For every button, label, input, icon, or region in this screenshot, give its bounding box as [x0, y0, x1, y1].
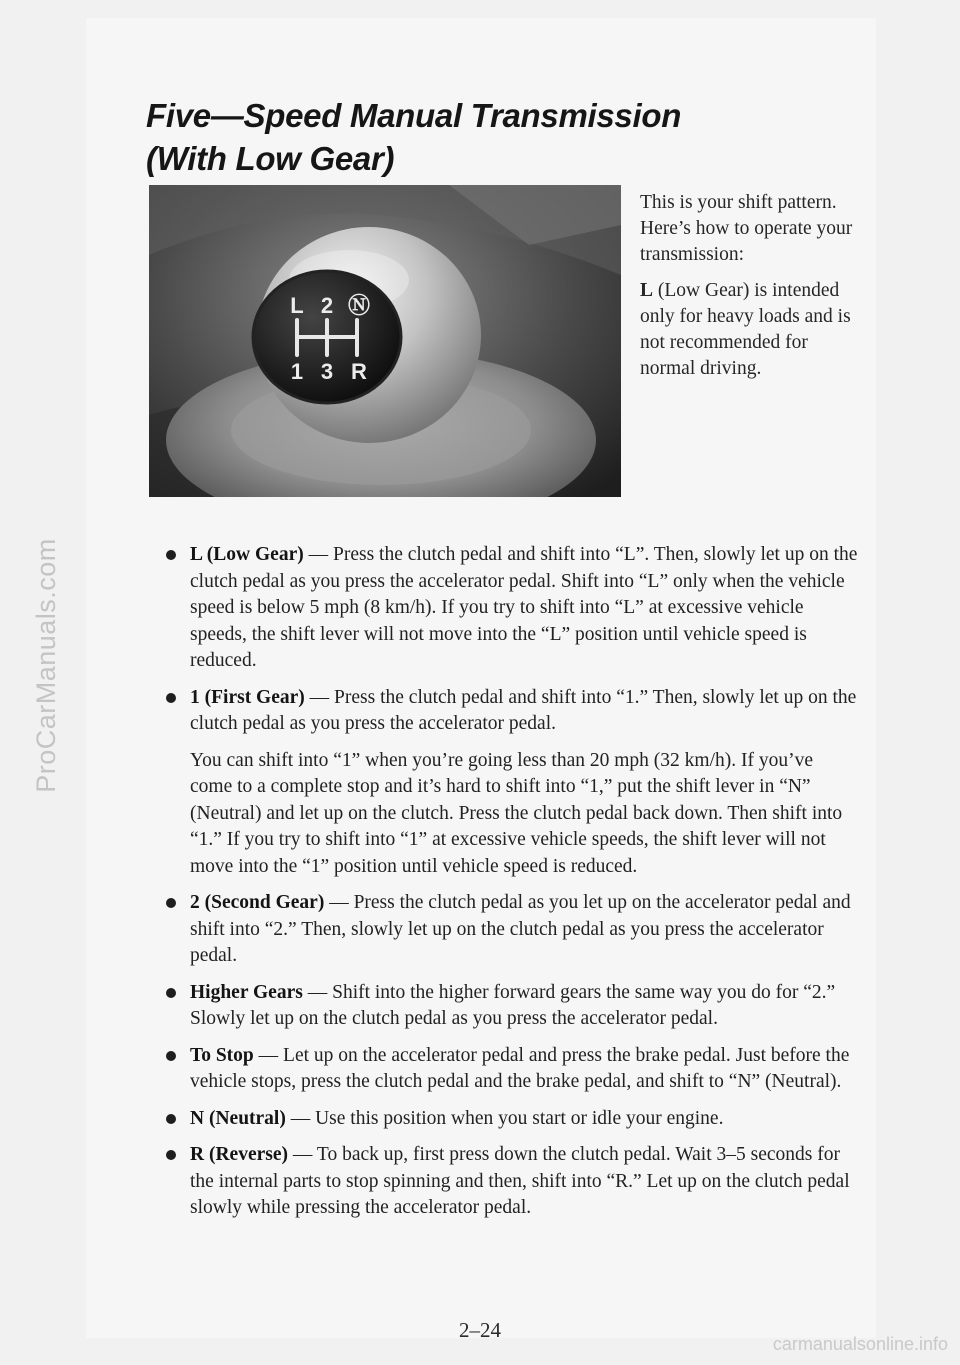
- shift-label-second: 2: [320, 293, 334, 318]
- item-text: — Press the clutch pedal and shift into “L”. Then, slowly let up on the clutch pedal as you press the accelerator pedal. Shift into “L” only when the vehicle speed is below 5 mph (8 km/h). If you try to shift into “L” at excessive vehicle speeds, the shift lever will not move into the “L” position until vehicle speed is reduced.: [190, 544, 858, 671]
- item-text: — To back up, first press down the clutch pedal. Wait 3–5 seconds for the internal parts to stop spinning and then, shift into “R.” Let up on the clutch pedal slowly while pressing the accelerator pedal.: [190, 1144, 850, 1218]
- bullet-icon: [166, 988, 176, 998]
- item-term: Higher Gears: [190, 981, 303, 1003]
- item-text: — Let up on the accelerator pedal and press the brake pedal. Just before the vehicle stops, press the clutch pedal and the brake pedal, and shift to “N” (Neutral).: [190, 1044, 850, 1092]
- item-term: To Stop: [190, 1044, 254, 1066]
- list-item-first-gear: [168, 685, 858, 881]
- item-text: — Use this position when you start or idle your engine.: [285, 1107, 724, 1129]
- side-low-gear: [640, 278, 858, 382]
- bullet-icon: [166, 1051, 176, 1061]
- shift-label-first: 1: [290, 359, 304, 384]
- bullet-icon: [166, 693, 176, 703]
- item-text: — Press the clutch pedal and shift into “1.” Then, slowly let up on the clutch pedal as you press the accelerator pedal.: [190, 686, 857, 734]
- item-term: N (Neutral): [190, 1107, 286, 1129]
- page-title: Five—Speed Manual Transmission (With Low Gear): [146, 97, 682, 177]
- list-item-second-gear: [168, 890, 858, 970]
- list-item-low-gear: [168, 542, 858, 675]
- list-item-higher-gears: [168, 980, 858, 1033]
- item-text: — Shift into the higher forward gears the same way you do for “2.” Slowly let up on the clutch pedal as you press the accelerator pedal.: [190, 981, 836, 1029]
- shift-label-low: L: [290, 293, 304, 318]
- bullet-icon: [166, 1114, 176, 1124]
- list-item-to-stop: [168, 1043, 858, 1096]
- item-term: 1 (First Gear): [190, 686, 305, 708]
- list-item-neutral: [168, 1106, 858, 1133]
- side-intro: This is your shift pattern. Here’s how to operate your transmission:: [640, 192, 853, 265]
- item-term: 2 (Second Gear): [190, 892, 325, 913]
- list-item-reverse: [168, 1142, 858, 1222]
- item-term: L (Low Gear): [190, 544, 304, 565]
- bullet-icon: [166, 1150, 176, 1160]
- watermark-left-text: ProCarManuals.com: [30, 537, 61, 793]
- shift-label-reverse: R: [351, 359, 367, 384]
- side-low-gear-lead: L: [640, 280, 654, 301]
- shift-label-third: 3: [320, 359, 334, 384]
- item-term: R (Reverse): [190, 1144, 288, 1165]
- shift-knob-image: [149, 185, 621, 497]
- side-text: [640, 190, 858, 392]
- watermark-left: [26, 430, 66, 900]
- watermark-bottom: carmanualsonline.info: [772, 1334, 948, 1354]
- item-text: — Press the clutch pedal as you let up on the accelerator pedal and shift into “2.” Then, slowly let up on the clutch pedal as you press the accelerator pedal.: [190, 892, 851, 966]
- gear-instructions-list: [168, 542, 858, 1232]
- side-low-gear-text: (Low Gear) is intended only for heavy loads and is not recommended for normal driving.: [640, 280, 851, 379]
- bullet-icon: [166, 898, 176, 908]
- item-extra-paragraph: You can shift into “1” when you’re going less than 20 mph (32 km/h). If you’ve come to a complete stop and it’s hard to shift into “1,” put the shift lever in “N” (Neutral) and let up on the clutch. Press the clutch pedal back down. Then shift into “1.” If you try to shift into “1” at excessive vehicle speeds, the shift lever will not move into the “1” position until vehicle speed is reduced.: [190, 749, 843, 877]
- shift-pattern-photo: [149, 185, 621, 497]
- shift-label-neutral: Ⓝ: [347, 293, 371, 318]
- bullet-icon: [166, 550, 176, 560]
- page-number: 2–24: [459, 1318, 501, 1342]
